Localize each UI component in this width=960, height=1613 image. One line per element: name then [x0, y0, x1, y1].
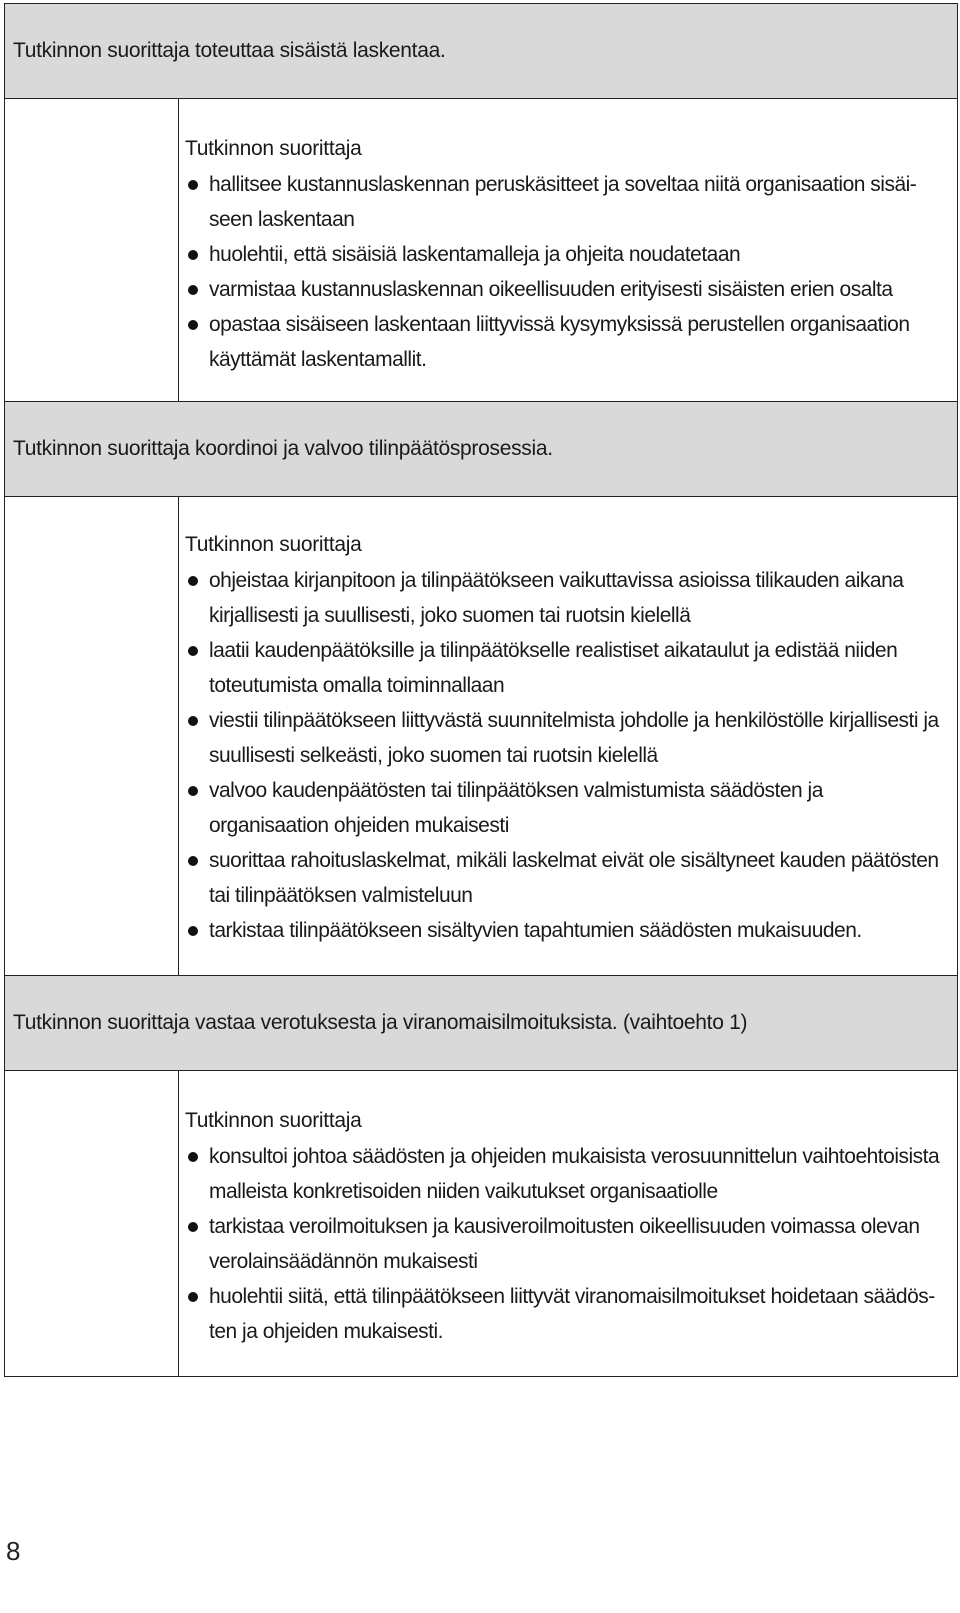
list-item: [185, 563, 945, 633]
list-item: [185, 307, 945, 377]
list-item: [185, 167, 945, 237]
section-heading-text: Tutkinnon suorittaja koordinoi ja valvoo tilinpäätösprosessia.: [13, 437, 553, 460]
bullet-icon: [188, 320, 198, 330]
section-heading: [5, 3, 957, 99]
section-intro: Tutkinnon suorittaja: [185, 533, 362, 556]
page-number: 8: [6, 1536, 21, 1566]
bullet-list: [185, 167, 945, 377]
bullet-icon: [188, 856, 198, 866]
section-empty-cell: [5, 99, 179, 401]
list-item: [185, 272, 945, 307]
list-item: [185, 773, 945, 843]
list-item-text: laatii kaudenpäätöksille ja tilinpäätökselle realistiset aikataulut ja edistää niiden toteutumista omalla toiminnallaan: [209, 639, 898, 697]
section-content-cell: [179, 99, 957, 401]
list-item: [185, 843, 945, 913]
bullet-icon: [188, 1292, 198, 1302]
bullet-list: [185, 1139, 945, 1349]
section-body: [5, 99, 957, 401]
bullet-icon: [188, 576, 198, 586]
list-item-text: konsultoi johtoa säädösten ja ohjeiden mukaisista verosuunnittelun vaihtoehtoisista malleista konkretisoiden niiden vaikutukset organisaatiolle: [209, 1145, 940, 1203]
section-intro: Tutkinnon suorittaja: [185, 137, 362, 160]
bullet-icon: [188, 716, 198, 726]
list-item-text: ohjeistaa kirjanpitoon ja tilinpäätökseen vaikuttavissa asioissa tilikauden aikana kirjallisesti ja suullisesti, joko suomen tai ruotsin kielellä: [209, 569, 904, 627]
section-heading: [5, 401, 957, 497]
section-empty-cell: [5, 1071, 179, 1376]
list-item-text: suorittaa rahoituslaskelmat, mikäli laskelmat eivät ole sisältyneet kauden päätösten tai tilinpäätöksen valmisteluun: [209, 849, 939, 907]
section-empty-cell: [5, 497, 179, 975]
bullet-list: [185, 563, 945, 948]
bullet-icon: [188, 926, 198, 936]
section-body: [5, 497, 957, 975]
list-item: [185, 633, 945, 703]
list-item: [185, 237, 945, 272]
bullet-icon: [188, 250, 198, 260]
list-item-text: viestii tilinpäätökseen liittyvästä suunnitelmista johdolle ja henkilöstölle kirjallisesti ja suullisesti selkeästi, joko suomen tai ruotsin kielellä: [209, 709, 939, 767]
list-item-text: tarkistaa tilinpäätökseen sisältyvien tapahtumien säädösten mukaisuuden.: [209, 919, 862, 942]
list-item-text: varmistaa kustannuslaskennan oikeellisuuden erityisesti sisäisten erien osalta: [209, 278, 893, 301]
section-body: [5, 1071, 957, 1376]
bullet-icon: [188, 1152, 198, 1162]
section-content-cell: [179, 497, 957, 975]
list-item: [185, 1279, 945, 1349]
competence-table: [4, 3, 958, 1377]
section-heading-text: Tutkinnon suorittaja toteuttaa sisäistä laskentaa.: [13, 39, 446, 62]
bullet-icon: [188, 1222, 198, 1232]
section-heading: [5, 975, 957, 1071]
bullet-icon: [188, 646, 198, 656]
list-item-text: tarkistaa veroilmoituksen ja kausiveroilmoitusten oikeellisuuden voimassa olevan verolainsäädännön mukaisesti: [209, 1215, 920, 1273]
bullet-icon: [188, 285, 198, 295]
list-item: [185, 703, 945, 773]
list-item-text: huolehtii, että sisäisiä laskentamalleja ja ohjeita noudatetaan: [209, 243, 741, 266]
list-item-text: hallitsee kustannuslaskennan peruskäsitteet ja soveltaa niitä organisaation sisäi-seen laskentaan: [209, 173, 917, 231]
list-item-text: opastaa sisäiseen laskentaan liittyvissä kysymyksissä perustellen organisaation käyttämät laskentamallit.: [209, 313, 910, 371]
list-item: [185, 1209, 945, 1279]
bullet-icon: [188, 180, 198, 190]
section-heading-text: Tutkinnon suorittaja vastaa verotuksesta ja viranomaisilmoituksista. (vaihtoehto 1): [13, 1011, 748, 1034]
bullet-icon: [188, 786, 198, 796]
list-item: [185, 1139, 945, 1209]
section-content-cell: [179, 1071, 957, 1376]
list-item-text: huolehtii siitä, että tilinpäätökseen liittyvät viranomaisilmoitukset hoidetaan säädös-ten ja ohjeiden mukaisesti.: [209, 1285, 935, 1343]
list-item-text: valvoo kaudenpäätösten tai tilinpäätöksen valmistumista säädösten ja organisaation ohjeiden mukaisesti: [209, 779, 823, 837]
list-item: [185, 913, 945, 948]
section-intro: Tutkinnon suorittaja: [185, 1109, 362, 1132]
